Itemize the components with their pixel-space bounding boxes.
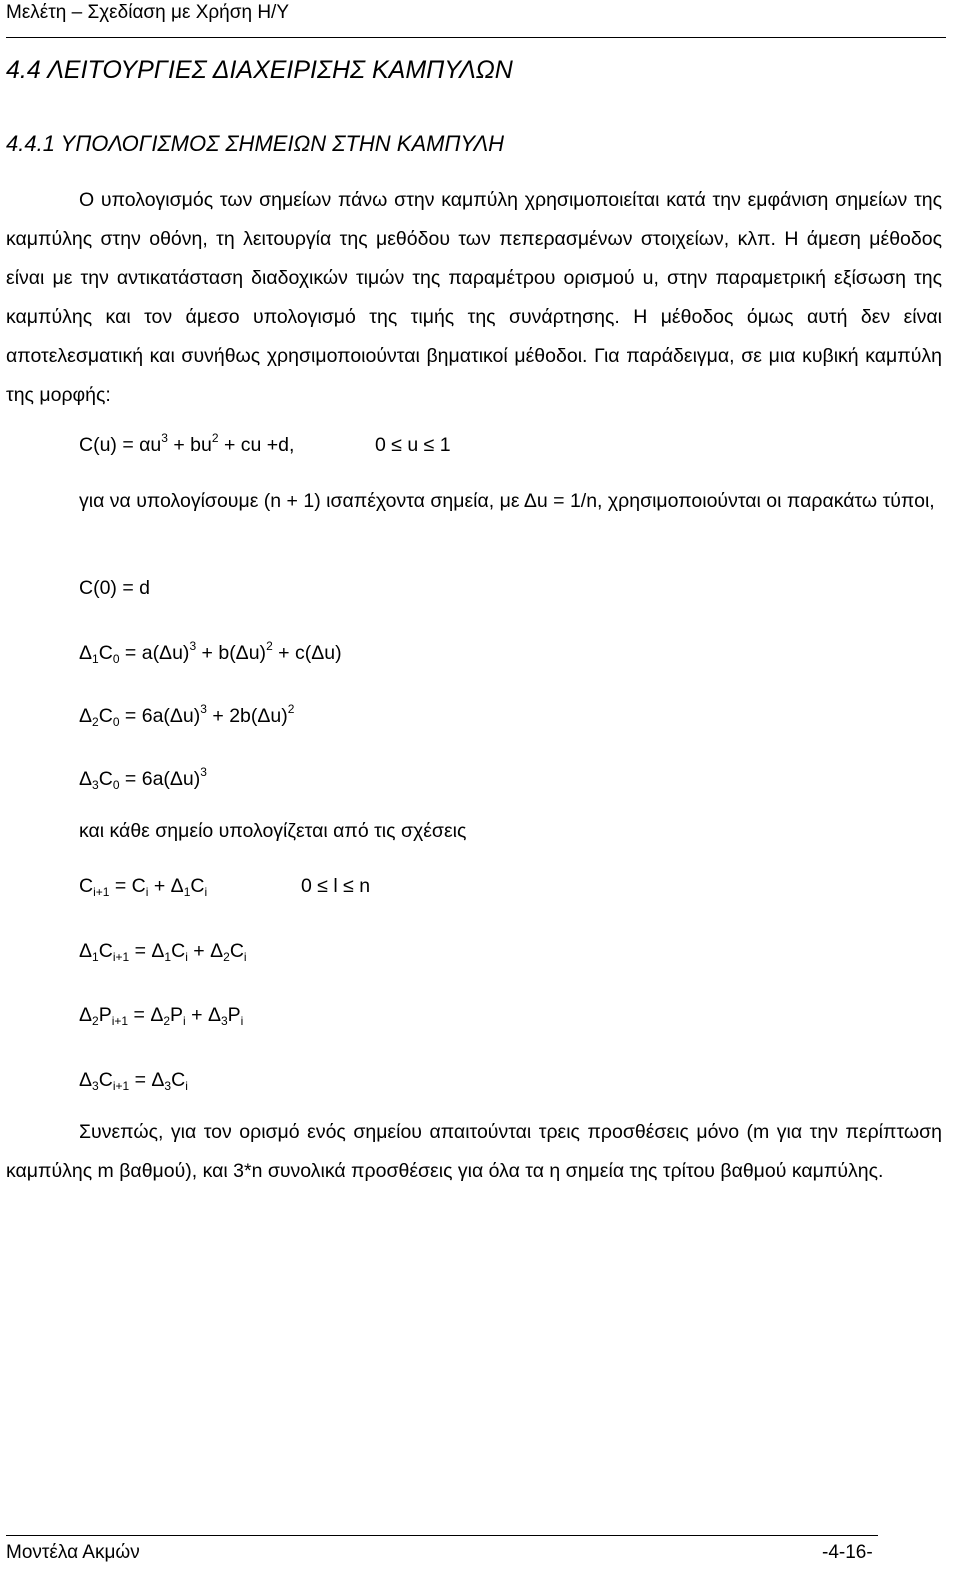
intro-paragraph: Ο υπολογισμός των σημείων πάνω στην καμπύλη χρησιμοποιείται κατά την εμφάνιση σημείων της καμπύλης στην οθόνη, τη λειτουργία της μεθόδου των πεπερασμένων στοιχείων, κλπ. Η άμεση μέθοδος είναι με την αντικατάσταση διαδοχικών τιμών της παραμέτρου ορισμού u, στην παραμετρική εξίσωση της καμπύλης και τον άμεσο υπολογισμό της τιμής της συνάρτησης. Η μέθοδος όμως αυτή δεν είναι αποτελεσματική και συνήθως χρησιμοποιούνται βηματικοί μέθοδοι. Για παράδειγμα, σε μια κυβική καμπύλη της μορφής: xyxy=(6,189,942,406)
third-difference-equation: $\Delta_3C_0 = 6a(\Delta u)^3$ xyxy=(79,765,207,792)
footer-divider xyxy=(6,1535,878,1536)
point-recurrence-equation: $C_{i+1} = C_i + \Delta_1C_i$ xyxy=(79,875,208,899)
initial-point-equation: C(0) = d xyxy=(79,577,150,599)
curve-equation: $C(u) = \alpha u^3 + bu^2$ + cu +d, xyxy=(79,431,295,456)
header-divider xyxy=(6,37,946,38)
subsection-title: 4.4.1 ΥΠΟΛΟΓΙΣΜΟΣ ΣΗΜΕΙΩΝ ΣΤΗΝ ΚΑΜΠΥΛΗ xyxy=(6,131,505,156)
formulas-paragraph: για να υπολογίσουμε (n + 1) ισαπέχοντα σημεία, με Δu = 1/n, χρησιμοποιούνται οι παρακάτω τύποι, xyxy=(79,490,935,512)
first-difference-equation: $\Delta_1C_0 = a(\Delta u)^3 + b(\Delta u)^2 + c(\Delta u)$ xyxy=(79,639,342,666)
second-difference-recurrence: $\Delta_2P_{i+1} = \Delta_2P_i + \Delta_3P_i$ xyxy=(79,1004,244,1028)
conclusion-paragraph: Συνεπώς, για τον ορισμό ενός σημείου απαιτούνται τρεις προσθέσεις μόνο (m για την περίπτωση καμπύλης m βαθμού), και 3*n συνολικά προσθέσεις για όλα τα η σημεία της τρίτου βαθμού καμπύλης. xyxy=(6,1121,942,1182)
second-difference-equation: $\Delta_2C_0 = 6a(\Delta u)^3 + 2b(\Delta u)^2$ xyxy=(79,702,295,729)
relations-intro: και κάθε σημείο υπολογίζεται από τις σχέσεις xyxy=(79,820,467,842)
section-title: 4.4 ΛΕΙΤΟΥΡΓΙΕΣ ΔΙΑΧΕΙΡΙΣΗΣ ΚΑΜΠΥΛΩΝ xyxy=(6,56,513,84)
third-difference-recurrence: $\Delta_3C_{i+1} = \Delta_3C_i$ xyxy=(79,1069,188,1093)
page-number: -4-16- xyxy=(822,1542,873,1563)
first-difference-recurrence: $\Delta_1C_{i+1} = \Delta_1C_i + \Delta_2C_i$ xyxy=(79,940,247,964)
curve-domain: 0 ≤ u ≤ 1 xyxy=(375,434,451,456)
index-range: 0 ≤ l ≤ n xyxy=(301,875,371,897)
footer-chapter-title: Μοντέλα Ακμών xyxy=(6,1542,140,1563)
running-header: Μελέτη – Σχεδίαση με Χρήση Η/Υ xyxy=(6,2,289,23)
